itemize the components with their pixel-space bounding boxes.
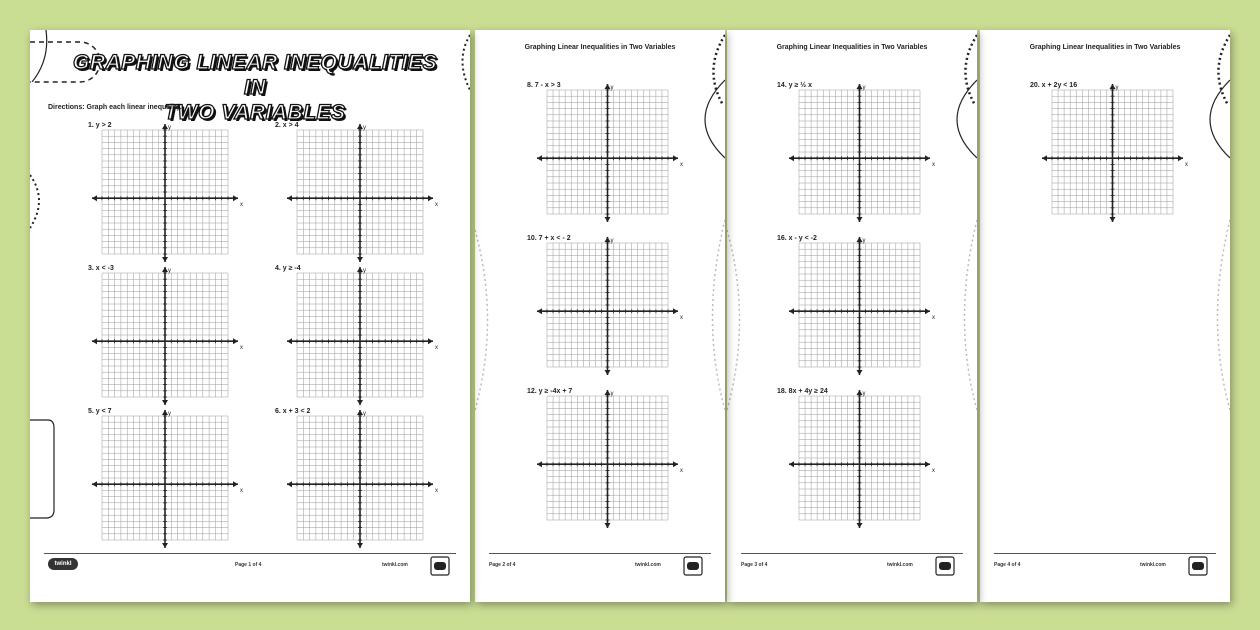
problem-label: 6. x + 3 < 2 [275,408,311,415]
coordinate-grid [285,411,438,546]
x-axis-label: x [932,468,935,475]
site-url: twinkl.com [887,562,913,568]
y-axis-label: y [1115,85,1119,91]
x-axis-label: x [240,345,243,352]
publisher-icon [683,556,703,576]
problem-label: 3. x < -3 [88,265,114,272]
y-axis-label: y [610,391,614,397]
x-axis-label: x [680,468,683,475]
x-axis-label: x [240,488,243,495]
x-axis-label: x [240,202,243,209]
y-axis-label: y [168,125,171,131]
footer-divider [741,553,963,554]
title-line-1: GRAPHING LINEAR INEQUALITIES IN [72,51,438,99]
page-number: Page 2 of 4 [489,562,516,568]
problem-label: 4. y ≥ -4 [275,265,301,272]
directions-text: Directions: Graph each linear inequality. [48,104,182,111]
y-axis-label: y [610,85,614,91]
site-url: twinkl.com [635,562,661,568]
coordinate-grid [285,268,438,403]
twinkl-logo: twinkl [48,558,78,570]
x-axis-label: x [435,488,438,495]
coordinate-grid [787,85,935,220]
worksheet-page-4 [980,30,1230,602]
publisher-icon [430,556,450,576]
x-axis-label: x [680,315,683,322]
coordinate-grid [535,238,683,373]
problem-label: 12. y ≥ -4x + 7 [527,388,573,395]
worksheet-subtitle: Graphing Linear Inequalities in Two Variables [1029,44,1181,51]
problem-label: 18. 8x + 4y ≥ 24 [777,388,828,395]
coordinate-grid [535,391,683,526]
problem-label: 20. x + 2y < 16 [1030,82,1078,89]
y-axis-label: y [862,238,866,244]
x-axis-label: x [1185,162,1188,169]
problem-label: 8. 7 - x > 3 [527,82,561,89]
x-axis-label: x [435,345,438,352]
problem-label: 14. y ≥ ½ x [777,82,812,89]
page-number: Page 3 of 4 [741,562,768,568]
publisher-icon [1188,556,1208,576]
worksheet-page-3 [727,30,977,602]
y-axis-label: y [363,411,366,417]
coordinate-grid [285,125,438,260]
worksheet-page-1 [30,30,470,602]
problem-label: 10. 7 + x < - 2 [527,235,571,242]
publisher-icon [935,556,955,576]
site-url: twinkl.com [382,562,408,568]
site-url: twinkl.com [1140,562,1166,568]
y-axis-label: y [610,238,614,244]
coordinate-grid [787,391,935,526]
coordinate-grid [535,85,683,220]
x-axis-label: x [680,162,683,169]
problem-label: 16. x - y < -2 [777,235,817,242]
worksheet-title [70,50,440,125]
footer-divider [994,553,1216,554]
coordinate-grid [787,238,935,373]
footer-divider [44,553,456,554]
y-axis-label: y [862,391,866,397]
y-axis-label: y [363,125,366,131]
x-axis-label: x [932,162,935,169]
coordinate-grid [1040,85,1188,220]
problem-label: 5. y < 7 [88,408,112,415]
title-line-2: TWO VARIABLES [164,101,346,124]
footer-divider [489,553,711,554]
worksheet-subtitle: Graphing Linear Inequalities in Two Variables [776,44,928,51]
worksheet-subtitle: Graphing Linear Inequalities in Two Variables [524,44,676,51]
y-axis-label: y [168,411,171,417]
problem-label: 2. x > 4 [275,122,299,129]
x-axis-label: x [435,202,438,209]
problem-label: 1. y > 2 [88,122,112,129]
page-number: Page 1 of 4 [235,562,262,568]
x-axis-label: x [932,315,935,322]
y-axis-label: y [363,268,366,274]
worksheet-page-2 [475,30,725,602]
y-axis-label: y [168,268,171,274]
y-axis-label: y [862,85,866,91]
page-number: Page 4 of 4 [994,562,1021,568]
